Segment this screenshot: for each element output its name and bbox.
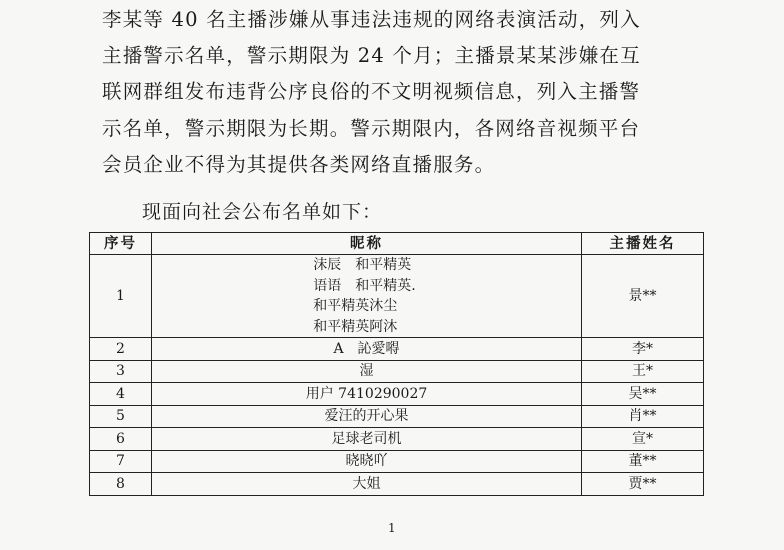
row-anchor-name: 董**: [582, 450, 704, 473]
row-index: 5: [90, 405, 152, 428]
warning-list-table: [89, 232, 704, 496]
paragraph-line: 会员企业不得为其提供各类网络直播服务。: [102, 152, 496, 176]
table-header-row: [90, 233, 704, 255]
list-intro: 现面向社会公布名单如下：: [142, 201, 383, 223]
row-anchor-name: 景**: [582, 255, 704, 338]
table-row: [90, 383, 704, 406]
table-row: [90, 473, 704, 496]
table-row: [90, 255, 704, 338]
paragraph-line: 示名单，警示期限为长期。警示期限内，各网络音视频平台: [102, 116, 641, 140]
row-nickname: 足球老司机: [152, 428, 582, 451]
body-paragraph: [102, 2, 722, 183]
page-number: 1: [388, 521, 396, 535]
row-anchor-name: 李*: [582, 338, 704, 361]
nickname: 和平精英阿沐: [313, 318, 398, 335]
row-anchor-name: 宣*: [582, 428, 704, 451]
row-anchor-name: 贾**: [582, 473, 704, 496]
header-nickname: 昵称: [152, 233, 582, 255]
row-index: 8: [90, 473, 152, 496]
row-nickname: [152, 255, 582, 338]
nickname: 语语 和平精英.: [313, 277, 416, 294]
row-index: 3: [90, 360, 152, 383]
paragraph-line: 李某等 40 名主播涉嫌从事违法违规的网络表演活动，列入: [102, 8, 641, 31]
row-index: 1: [90, 255, 152, 338]
table-row: [90, 405, 704, 428]
nickname: 和平精英沐尘: [313, 298, 398, 314]
row-nickname: 用户 7410290027: [152, 383, 582, 406]
table-row: [90, 360, 704, 383]
table-row: [90, 338, 704, 361]
row-index: 7: [90, 450, 152, 473]
header-index: 序号: [90, 233, 152, 255]
row-nickname: 湿: [152, 360, 582, 383]
row-nickname: 晓晓吖: [152, 450, 582, 473]
row-nickname: A 訫愛嘚: [152, 338, 582, 361]
header-anchor-name: 主播姓名: [582, 233, 704, 255]
nickname: 沫辰 和平精英: [313, 257, 412, 273]
row-index: 4: [90, 383, 152, 406]
row-anchor-name: 吴**: [582, 383, 704, 406]
row-anchor-name: 肖**: [582, 405, 704, 428]
table-row: [90, 450, 704, 473]
row-nickname: 爱汪的开心果: [152, 405, 582, 428]
row-nickname: 大姐: [152, 473, 582, 496]
paragraph-line: 联网群组发布违背公序良俗的不文明视频信息，列入主播警: [102, 80, 641, 104]
row-anchor-name: 王*: [582, 360, 704, 383]
row-index: 6: [90, 428, 152, 451]
paragraph-line: 主播警示名单，警示期限为 24 个月；主播景某某涉嫌在互: [102, 44, 641, 68]
table-row: [90, 428, 704, 451]
row-index: 2: [90, 338, 152, 361]
nickname-list: [313, 255, 415, 337]
